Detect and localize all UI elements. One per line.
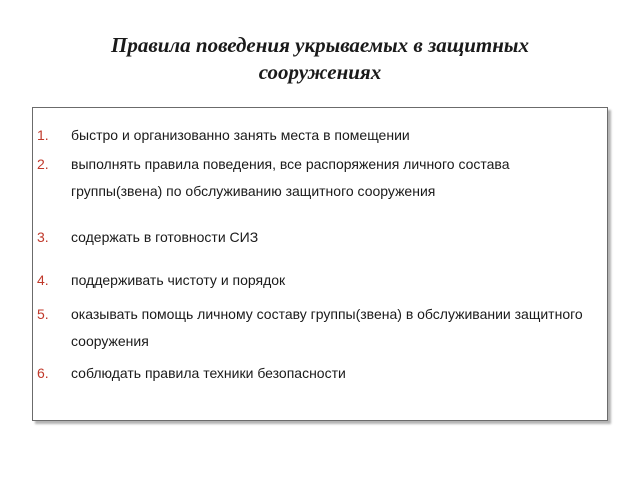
rule-number: 6.: [37, 365, 49, 381]
rule-text: соблюдать правила техники безопасности: [71, 365, 346, 381]
rule-number: 3.: [37, 229, 49, 245]
rule-item: [37, 360, 597, 387]
rule-text: поддерживать чистоту и порядок: [71, 272, 286, 288]
rule-item: [37, 267, 597, 294]
rule-number: 1.: [37, 127, 49, 143]
rule-text: быстро и организованно занять места в помещении: [71, 127, 410, 143]
rule-item: [37, 224, 597, 251]
rules-box: [32, 107, 608, 421]
rule-number: 4.: [37, 272, 49, 288]
rule-text: выполнять правила поведения, все распоряжения личного состава группы(звена) по обслуживанию защитного сооружения: [71, 156, 510, 199]
rule-number: 2.: [37, 156, 49, 172]
rule-number: 5.: [37, 306, 49, 322]
rule-item: [37, 122, 597, 149]
slide-title: Правила поведения укрываемых в защитных сооружениях: [110, 33, 529, 84]
rule-item: [37, 301, 597, 355]
rule-text: оказывать помощь личному составу группы(звена) в обслуживании защитного сооружения: [71, 306, 583, 349]
rule-text: содержать в готовности СИЗ: [71, 229, 259, 245]
rule-item: [37, 151, 597, 205]
